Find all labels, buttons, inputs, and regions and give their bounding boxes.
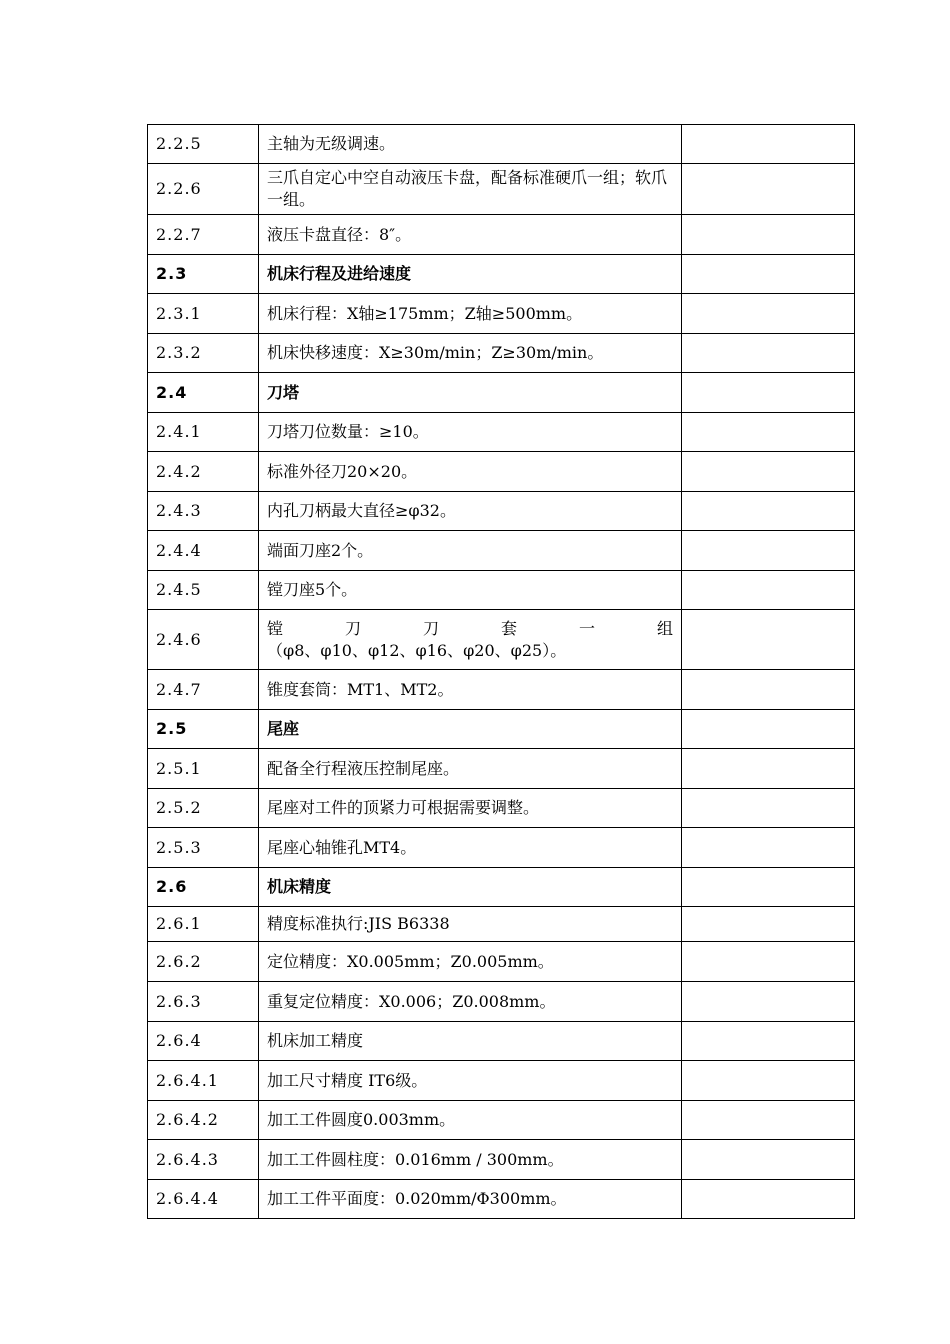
empty-cell bbox=[682, 982, 855, 1022]
item-number: 2.6 bbox=[148, 868, 259, 907]
section-header-row bbox=[148, 868, 855, 907]
empty-cell bbox=[682, 531, 855, 571]
empty-cell bbox=[682, 164, 855, 215]
item-description: 加工尺寸精度 IT6级。 bbox=[259, 1061, 682, 1101]
empty-cell bbox=[682, 868, 855, 907]
item-number: 2.2.5 bbox=[148, 125, 259, 164]
empty-cell bbox=[682, 492, 855, 531]
empty-cell bbox=[682, 907, 855, 942]
description-line: （φ8、φ10、φ12、φ16、φ20、φ25）。 bbox=[267, 640, 567, 660]
item-description: 尾座 bbox=[259, 710, 682, 749]
item-number: 2.4.4 bbox=[148, 531, 259, 571]
table-row bbox=[148, 413, 855, 452]
item-number: 2.4.1 bbox=[148, 413, 259, 452]
item-description: 精度标准执行:JIS B6338 bbox=[259, 907, 682, 942]
empty-cell bbox=[682, 215, 855, 255]
item-description: 三爪自定心中空自动液压卡盘，配备标准硬爪一组；软爪一组。 bbox=[259, 164, 682, 215]
empty-cell bbox=[682, 828, 855, 868]
empty-cell bbox=[682, 571, 855, 610]
item-description: 加工工件平面度：0.020mm/Φ300mm。 bbox=[259, 1180, 682, 1219]
item-description bbox=[259, 610, 682, 670]
item-description: 机床行程：X轴≥175mm；Z轴≥500mm。 bbox=[259, 294, 682, 334]
item-number: 2.6.4.3 bbox=[148, 1140, 259, 1180]
item-description: 配备全行程液压控制尾座。 bbox=[259, 749, 682, 789]
item-number: 2.6.4.1 bbox=[148, 1061, 259, 1101]
table-row bbox=[148, 215, 855, 255]
table-row bbox=[148, 531, 855, 571]
table-row bbox=[148, 452, 855, 492]
item-number: 2.2.7 bbox=[148, 215, 259, 255]
table-row bbox=[148, 610, 855, 670]
empty-cell bbox=[682, 749, 855, 789]
item-description: 镗刀座5个。 bbox=[259, 571, 682, 610]
item-number: 2.5.2 bbox=[148, 789, 259, 828]
table-row bbox=[148, 334, 855, 373]
item-description: 重复定位精度：X0.006；Z0.008mm。 bbox=[259, 982, 682, 1022]
item-description: 内孔刀柄最大直径≥φ32。 bbox=[259, 492, 682, 531]
table-row bbox=[148, 1180, 855, 1219]
item-description: 加工工件圆柱度：0.016mm / 300mm。 bbox=[259, 1140, 682, 1180]
empty-cell bbox=[682, 789, 855, 828]
table-row bbox=[148, 1061, 855, 1101]
item-number: 2.6.2 bbox=[148, 942, 259, 982]
item-number: 2.5.1 bbox=[148, 749, 259, 789]
item-number: 2.4.3 bbox=[148, 492, 259, 531]
table-row bbox=[148, 1140, 855, 1180]
item-number: 2.3.1 bbox=[148, 294, 259, 334]
item-number: 2.2.6 bbox=[148, 164, 259, 215]
item-number: 2.5 bbox=[148, 710, 259, 749]
item-description: 机床行程及进给速度 bbox=[259, 255, 682, 294]
table-row bbox=[148, 749, 855, 789]
empty-cell bbox=[682, 1180, 855, 1219]
table-row bbox=[148, 1101, 855, 1140]
empty-cell bbox=[682, 334, 855, 373]
table-row bbox=[148, 492, 855, 531]
item-number: 2.6.1 bbox=[148, 907, 259, 942]
empty-cell bbox=[682, 1140, 855, 1180]
item-description: 尾座对工件的顶紧力可根据需要调整。 bbox=[259, 789, 682, 828]
empty-cell bbox=[682, 294, 855, 334]
item-description: 液压卡盘直径：8″。 bbox=[259, 215, 682, 255]
spec-table-body bbox=[148, 125, 855, 1219]
empty-cell bbox=[682, 710, 855, 749]
item-description: 机床精度 bbox=[259, 868, 682, 907]
item-number: 2.6.4.4 bbox=[148, 1180, 259, 1219]
section-header-row bbox=[148, 373, 855, 413]
table-row bbox=[148, 828, 855, 868]
table-row bbox=[148, 670, 855, 710]
section-header-row bbox=[148, 255, 855, 294]
table-row bbox=[148, 571, 855, 610]
item-description: 机床快移速度：X≥30m/min；Z≥30m/min。 bbox=[259, 334, 682, 373]
empty-cell bbox=[682, 670, 855, 710]
empty-cell bbox=[682, 413, 855, 452]
table-row bbox=[148, 294, 855, 334]
item-number: 2.4 bbox=[148, 373, 259, 413]
table-row bbox=[148, 789, 855, 828]
item-number: 2.4.6 bbox=[148, 610, 259, 670]
item-description: 端面刀座2个。 bbox=[259, 531, 682, 571]
section-header-row bbox=[148, 710, 855, 749]
item-number: 2.4.5 bbox=[148, 571, 259, 610]
item-number: 2.3 bbox=[148, 255, 259, 294]
table-row bbox=[148, 125, 855, 164]
item-description: 加工工件圆度0.003mm。 bbox=[259, 1101, 682, 1140]
item-number: 2.6.4.2 bbox=[148, 1101, 259, 1140]
item-number: 2.4.7 bbox=[148, 670, 259, 710]
empty-cell bbox=[682, 1022, 855, 1061]
description-line: 镗刀刀套一组 bbox=[267, 618, 673, 638]
table-row bbox=[148, 982, 855, 1022]
item-description: 刀塔 bbox=[259, 373, 682, 413]
table-row bbox=[148, 164, 855, 215]
item-description: 定位精度：X0.005mm；Z0.005mm。 bbox=[259, 942, 682, 982]
empty-cell bbox=[682, 1061, 855, 1101]
spec-table bbox=[147, 124, 855, 1219]
item-description: 尾座心轴锥孔MT4。 bbox=[259, 828, 682, 868]
table-row bbox=[148, 907, 855, 942]
empty-cell bbox=[682, 125, 855, 164]
empty-cell bbox=[682, 610, 855, 670]
item-number: 2.5.3 bbox=[148, 828, 259, 868]
table-row bbox=[148, 942, 855, 982]
item-number: 2.6.4 bbox=[148, 1022, 259, 1061]
item-number: 2.6.3 bbox=[148, 982, 259, 1022]
empty-cell bbox=[682, 373, 855, 413]
item-number: 2.4.2 bbox=[148, 452, 259, 492]
item-description: 机床加工精度 bbox=[259, 1022, 682, 1061]
item-number: 2.3.2 bbox=[148, 334, 259, 373]
table-row bbox=[148, 1022, 855, 1061]
item-description: 锥度套筒：MT1、MT2。 bbox=[259, 670, 682, 710]
item-description: 刀塔刀位数量：≥10。 bbox=[259, 413, 682, 452]
item-description: 标准外径刀20×20。 bbox=[259, 452, 682, 492]
empty-cell bbox=[682, 1101, 855, 1140]
empty-cell bbox=[682, 452, 855, 492]
item-description: 主轴为无级调速。 bbox=[259, 125, 682, 164]
empty-cell bbox=[682, 942, 855, 982]
empty-cell bbox=[682, 255, 855, 294]
